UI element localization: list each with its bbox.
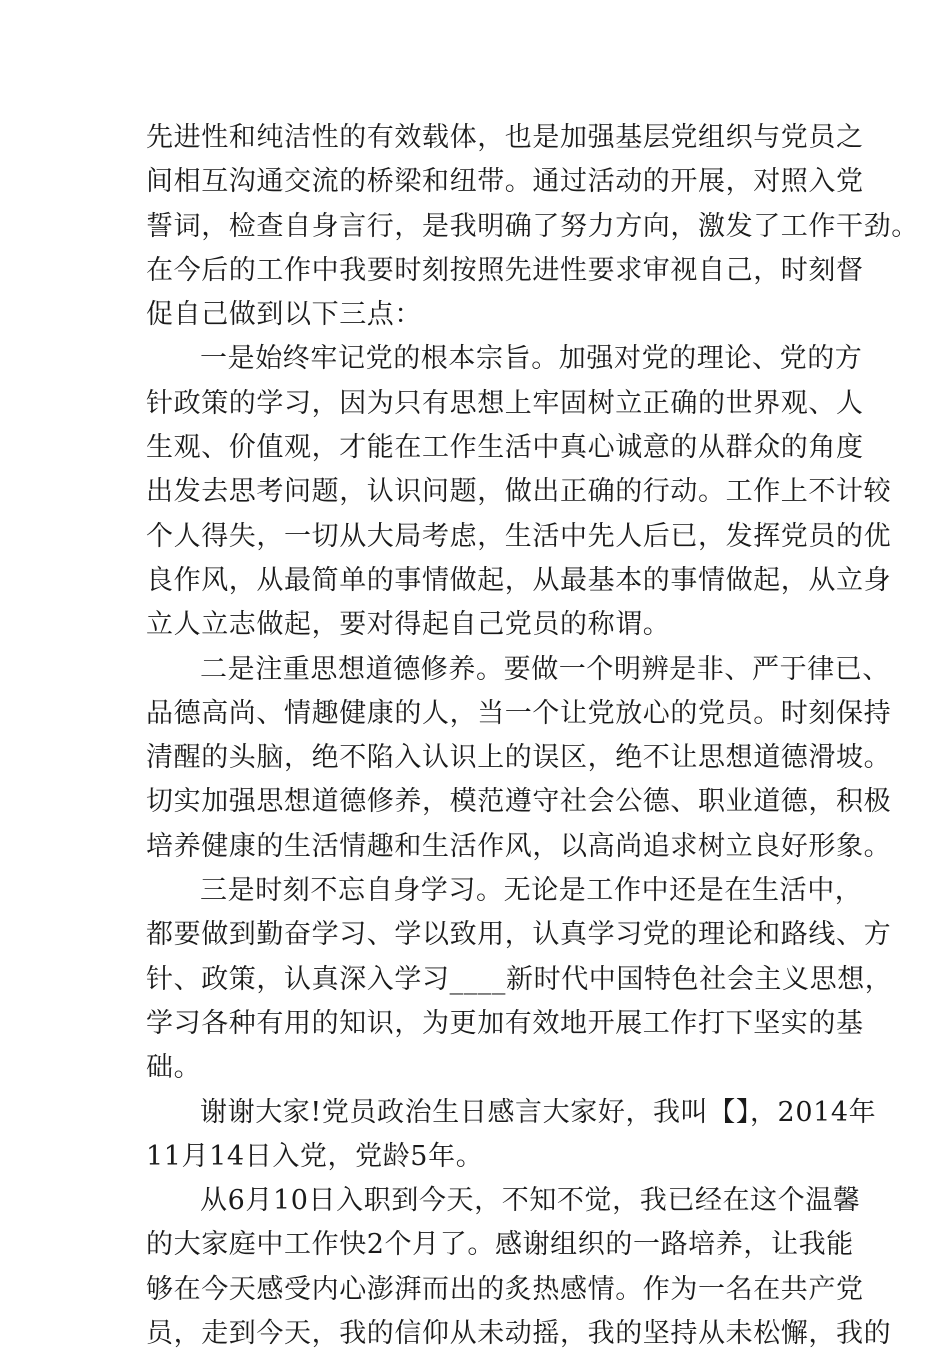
text-line: 够在今天感受内心澎湃而出的炙热感情。作为一名在共产党 <box>146 1273 864 1305</box>
text-line: 先进性和纯洁性的有效载体，也是加强基层党组织与党员之 <box>146 122 864 153</box>
text-line: 生观、价值观，才能在工作生活中真心诚意的从群众的角度 <box>146 432 864 464</box>
text-line: 培养健康的生活情趣和生活作风，以高尚追求树立良好形象。 <box>146 830 892 862</box>
text-line: 都要做到勤奋学习、学以致用，认真学习党的理论和路线、方 <box>146 919 892 951</box>
paragraph-first-line: 一是始终牢记党的根本宗旨。加强对党的理论、党的方 <box>200 343 863 375</box>
paragraph-first-line: 从6月10日入职到今天，不知不觉，我已经在这个温馨 <box>200 1185 861 1217</box>
text-line: 针政策的学习，因为只有思想上牢固树立正确的世界观、人 <box>146 387 864 419</box>
text-line: 立人立志做起，要对得起自己党员的称谓。 <box>146 609 671 641</box>
text-line: 间相互沟通交流的桥梁和纽带。通过活动的开展，对照入党 <box>146 166 864 198</box>
text-line: 础。 <box>146 1052 202 1084</box>
text-line: 的大家庭中工作快2个月了。感谢组织的一路培养，让我能 <box>146 1229 854 1261</box>
text-line: 个人得失，一切从大局考虑，生活中先人后已，发挥党员的优 <box>146 520 892 552</box>
paragraph-first-line: 三是时刻不忘自身学习。无论是工作中还是在生活中， <box>200 875 863 907</box>
text-line: 品德高尚、情趣健康的人，当一个让党放心的党员。时刻保持 <box>146 697 892 729</box>
text-line: 在今后的工作中我要时刻按照先进性要求审视自己，时刻督 <box>146 254 864 286</box>
text-line: 员，走到今天，我的信仰从未动摇，我的坚持从未松懈，我的 <box>146 1318 892 1350</box>
paragraph-first-line: 谢谢大家!党员政治生日感言大家好，我叫【】，2014年 <box>200 1096 877 1128</box>
text-line: 促自己做到以下三点： <box>146 299 422 331</box>
document-body <box>146 116 919 1356</box>
text-line: 出发去思考问题，认识问题，做出正确的行动。工作上不计较 <box>146 476 892 508</box>
text-line: 学习各种有用的知识，为更加有效地开展工作打下坚实的基 <box>146 1007 864 1039</box>
text-line: 良作风，从最简单的事情做起，从最基本的事情做起，从立身 <box>146 564 892 596</box>
text-line: 清醒的头脑，绝不陷入认识上的误区，绝不让思想道德滑坡。 <box>146 742 892 774</box>
text-line: 11月14日入党，党龄5年。 <box>146 1140 484 1172</box>
text-line: 誓词，检查自身言行，是我明确了努力方向，激发了工作干劲。 <box>146 210 919 242</box>
text-line: 针、政策，认真深入学习____新时代中国特色社会主义思想， <box>146 963 893 995</box>
text-line: 切实加强思想道德修养，模范遵守社会公德、职业道德，积极 <box>146 786 892 818</box>
paragraph-first-line: 二是注重思想道德修养。要做一个明辨是非、严于律已、 <box>200 653 890 685</box>
